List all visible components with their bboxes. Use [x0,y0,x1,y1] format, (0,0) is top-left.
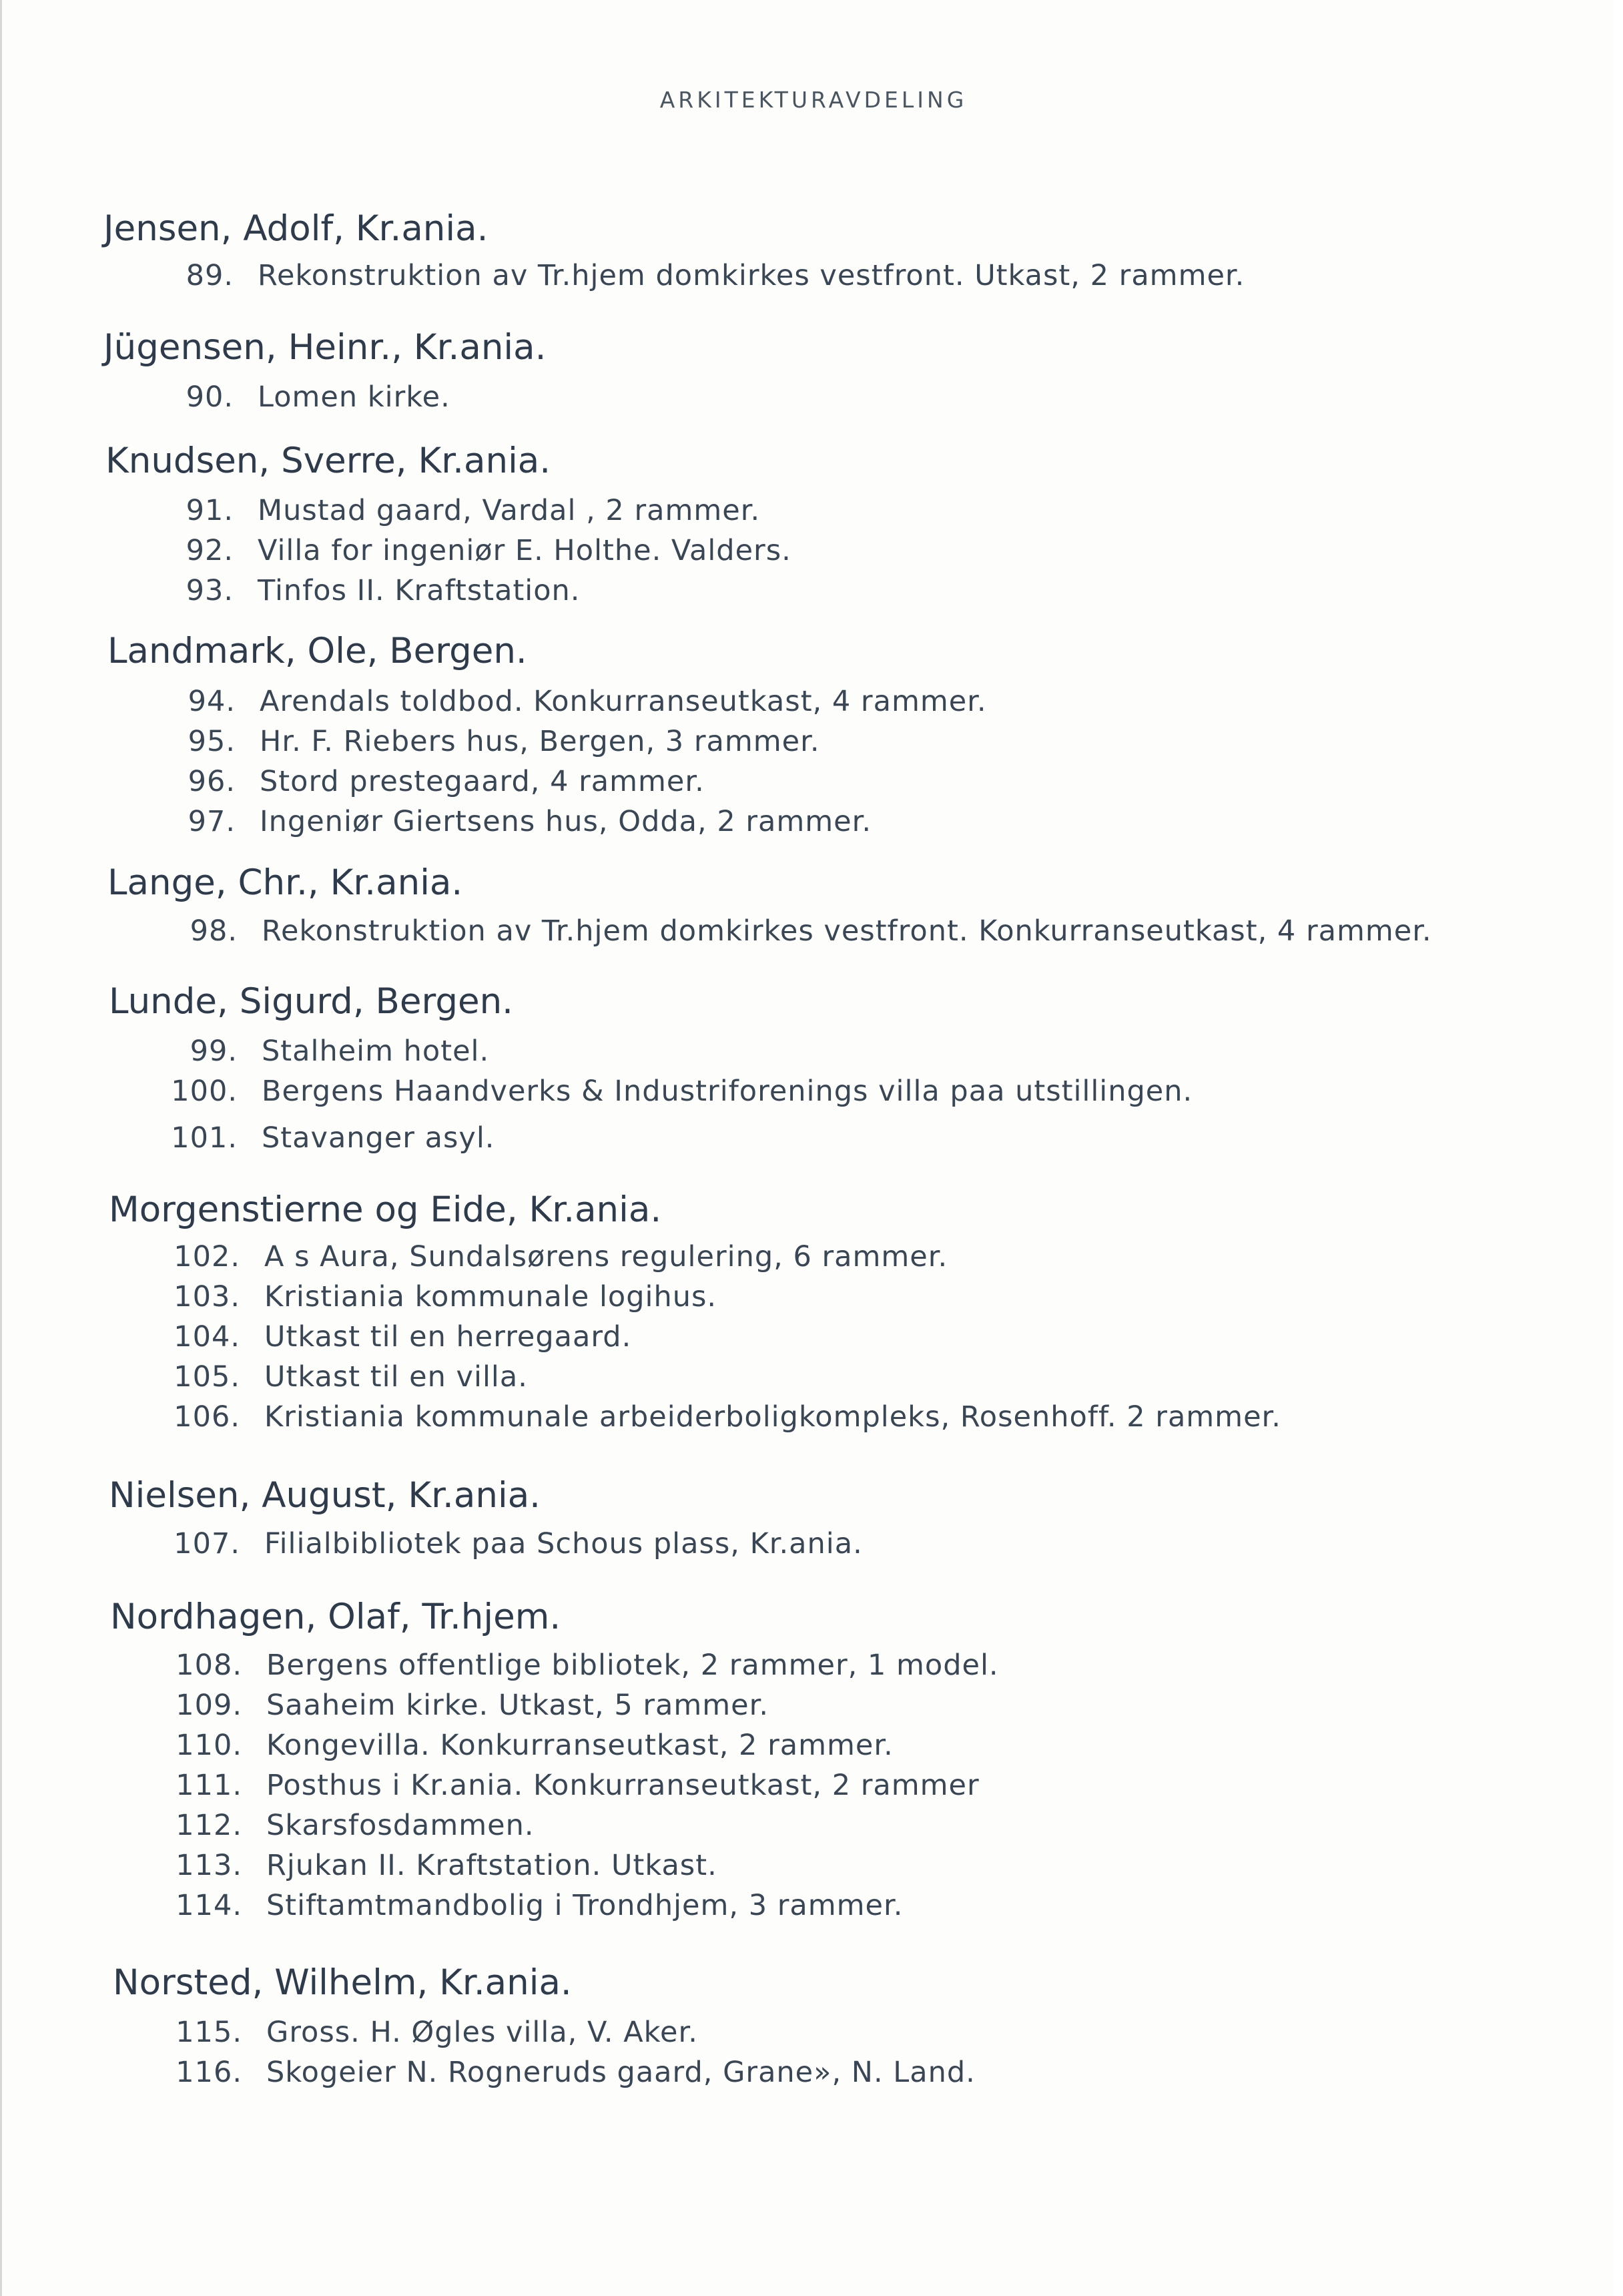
item-number: 106. [174,1400,240,1434]
list-item [159,2016,698,2049]
item-text: Skogeier N. Rogneruds gaard, Grane», N. Land. [266,2056,976,2089]
item-number: 104. [174,1320,240,1354]
list-item [150,494,760,527]
item-number: 95. [188,725,236,758]
item-text: Rekonstruktion av Tr.hjem domkirkes vestfront. Konkurranseutkast, 4 rammer. [262,914,1432,948]
section-heading: ARKITEKTURAVDELING [659,87,968,113]
item-text: Stord prestegaard, 4 rammer. [260,765,705,798]
item-number: 99. [190,1035,238,1068]
item-number: 97. [188,805,236,838]
item-number: 109. [176,1689,242,1722]
item-text: Bergens offentlige bibliotek, 2 rammer, 1 model. [266,1649,999,1682]
item-number: 103. [174,1280,240,1314]
item-text: Kongevilla. Konkurranseutkast, 2 rammer. [266,1729,894,1762]
item-number: 102. [174,1240,240,1273]
list-item [152,685,987,718]
page-edge [1614,0,1623,2296]
list-item [157,1360,528,1394]
item-number: 105. [174,1360,240,1394]
list-item [154,1075,1193,1108]
item-text: Kristiania kommunale arbeiderboligkompleks, Rosenhoff. 2 rammer. [264,1400,1281,1434]
list-item [159,2056,976,2089]
list-item [157,1280,717,1314]
item-number: 116. [176,2056,242,2089]
entry-name: Jügensen, Heinr., Kr.ania. [103,327,547,368]
item-text: Bergens Haandverks & Industriforenings villa paa utstillingen. [262,1075,1193,1108]
item-text: Tinfos II. Kraftstation. [258,574,581,607]
item-number: 107. [174,1527,240,1560]
entry-name: Lunde, Sigurd, Bergen. [109,981,514,1022]
list-item [159,1769,980,1802]
list-item [154,1121,495,1155]
list-item [159,1889,903,1922]
item-text: Arendals toldbod. Konkurranseutkast, 4 rammer. [260,685,987,718]
item-text: Mustad gaard, Vardal , 2 rammer. [258,494,761,527]
list-item [150,534,791,567]
item-text: Villa for ingeniør E. Holthe. Valders. [258,534,791,567]
item-text: Stiftamtmandbolig i Trondhjem, 3 rammer. [266,1889,904,1922]
list-item [157,1400,1281,1434]
entry-name: Morgenstierne og Eide, Kr.ania. [109,1189,662,1230]
entry-name: Norsted, Wilhelm, Kr.ania. [113,1962,572,2003]
item-number: 96. [188,765,236,798]
list-item [154,914,1432,948]
item-number: 101. [171,1121,238,1155]
item-text: Rjukan II. Kraftstation. Utkast. [266,1849,717,1882]
entry-name: Nielsen, August, Kr.ania. [109,1475,541,1516]
item-text: Posthus i Kr.ania. Konkurranseutkast, 2 rammer [266,1769,980,1802]
list-item [150,259,1245,292]
entry-name: Jensen, Adolf, Kr.ania. [103,208,489,249]
list-item [157,1240,948,1273]
item-text: Filialbibliotek paa Schous plass, Kr.ania. [264,1527,863,1560]
list-item [159,1729,894,1762]
list-item [150,380,450,414]
item-text: Kristiania kommunale logihus. [264,1280,717,1314]
entry-name: Landmark, Ole, Bergen. [107,631,527,671]
list-item [154,1035,489,1068]
item-number: 92. [186,534,234,567]
item-text: Stalheim hotel. [262,1035,490,1068]
item-text: A s Aura, Sundalsørens regulering, 6 rammer. [264,1240,948,1273]
item-number: 108. [176,1649,242,1682]
item-number: 94. [188,685,236,718]
item-text: Ingeniør Giertsens hus, Odda, 2 rammer. [260,805,872,838]
item-number: 100. [171,1075,238,1108]
item-number: 115. [176,2016,242,2049]
list-item [159,1849,717,1882]
list-item [159,1809,535,1842]
list-item [152,765,705,798]
item-number: 91. [186,494,234,527]
item-text: Lomen kirke. [258,380,450,414]
item-number: 113. [176,1849,242,1882]
list-item [157,1320,631,1354]
item-number: 89. [186,259,234,292]
list-item [152,805,872,838]
item-text: Rekonstruktion av Tr.hjem domkirkes vestfront. Utkast, 2 rammer. [258,259,1245,292]
item-text: Utkast til en villa. [264,1360,528,1394]
list-item [159,1649,999,1682]
item-number: 93. [186,574,234,607]
entry-name: Knudsen, Sverre, Kr.ania. [105,441,551,481]
item-number: 114. [176,1889,242,1922]
item-number: 111. [176,1769,242,1802]
item-number: 90. [186,380,234,414]
list-item [159,1689,769,1722]
list-item [157,1527,863,1560]
item-text: Hr. F. Riebers hus, Bergen, 3 rammer. [260,725,820,758]
item-number: 110. [176,1729,242,1762]
list-item [150,574,580,607]
item-text: Saaheim kirke. Utkast, 5 rammer. [266,1689,769,1722]
item-number: 112. [176,1809,242,1842]
item-number: 98. [190,914,238,948]
list-item [152,725,820,758]
item-text: Utkast til en herregaard. [264,1320,632,1354]
entry-name: Lange, Chr., Kr.ania. [107,862,463,903]
item-text: Gross. H. Øgles villa, V. Aker. [266,2016,698,2049]
item-text: Skarsfosdammen. [266,1809,535,1842]
item-text: Stavanger asyl. [262,1121,495,1155]
entry-name: Nordhagen, Olaf, Tr.hjem. [110,1597,561,1637]
